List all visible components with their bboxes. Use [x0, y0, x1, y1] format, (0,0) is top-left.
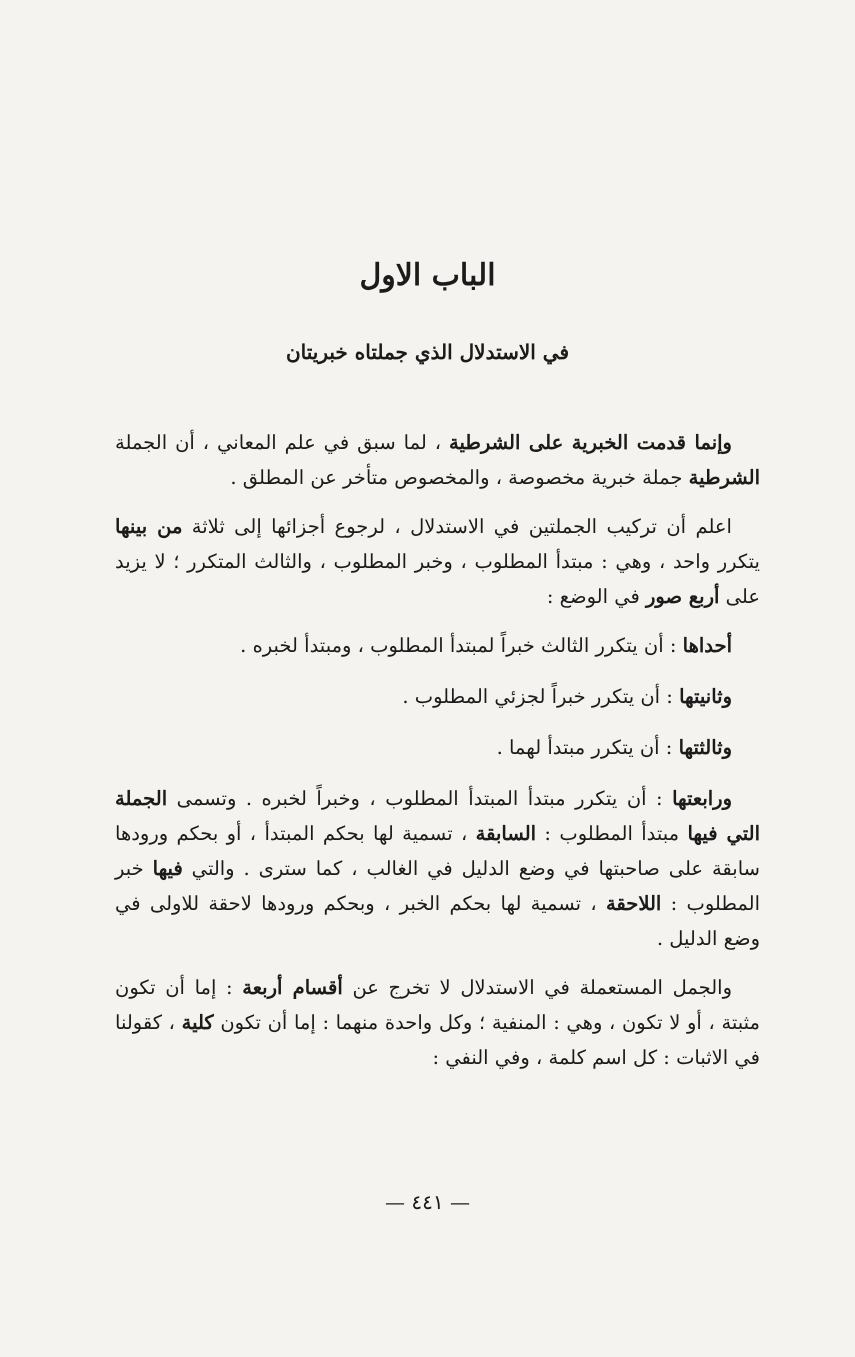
text-run: ، كقولنا في الاثبات : كل اسم كلمة ، وفي النفي : [115, 1011, 760, 1069]
bold-phrase: ورابعتها [672, 787, 732, 810]
bold-phrase: من بينها [115, 515, 183, 538]
item-text: : أن يتكرر الثالث خبراً لمبتدأ المطلوب ، ومبتدأ لخبره . [240, 634, 683, 657]
item-label: وثانيتها [679, 685, 732, 708]
bold-phrase: وإنما قدمت الخبرية على الشرطية [448, 431, 732, 454]
body-text [115, 425, 760, 1089]
item-text: : أن يتكرر مبتدأ لهما . [496, 736, 679, 759]
chapter-subtitle: في الاستدلال الذي جملتاه خبريتان [285, 340, 570, 364]
page-number: — ٤٤١ — [385, 1190, 470, 1214]
text-run: والجمل المستعملة في الاستدلال لا تخرج عن [342, 976, 733, 999]
paragraph-2 [115, 509, 760, 614]
text-run: جملة خبرية مخصوصة ، والمخصوص متأخر عن المطلق . [230, 466, 689, 489]
bold-phrase: كلية [181, 1011, 214, 1034]
text-run: يتكرر واحد ، وهي : مبتدأ المطلوب ، وخبر المطلوب ، والثالث المتكرر ؛ لا يزيد على [115, 550, 760, 608]
bold-phrase: السابقة [475, 822, 537, 845]
bold-phrase: أربع صور [645, 585, 720, 608]
bold-phrase: أقسام أربعة [242, 976, 343, 999]
text-run: خبر المطلوب : [115, 857, 760, 915]
paragraph-4 [115, 781, 760, 956]
paragraph-5 [115, 970, 760, 1075]
item-text: : أن يتكرر خبراً لجزئي المطلوب . [402, 685, 680, 708]
item-label: أحداها [682, 634, 732, 657]
bold-phrase: الجملة التي فيها [115, 787, 761, 845]
bold-phrase: الشرطية [688, 466, 760, 489]
text-run: في الوضع : [546, 585, 646, 608]
text-run: : أن يتكرر مبتدأ المبتدأ المطلوب ، وخبراً لخبره . وتسمى [167, 787, 673, 810]
paragraph-1 [115, 425, 760, 495]
bold-phrase: فيها [152, 857, 183, 880]
text-run: ، تسمية لها بحكم الخبر ، وبحكم ورودها لاحقة للاولى في وضع الدليل . [115, 892, 760, 950]
list-item-2 [115, 679, 760, 714]
list-item-1 [115, 628, 760, 663]
bold-phrase: اللاحقة [605, 892, 662, 915]
chapter-title: الباب الاول [359, 258, 496, 293]
list-item-3 [115, 730, 760, 765]
item-label: وثالثتها [678, 736, 732, 759]
text-run: ، لما سبق في علم المعاني ، أن الجملة [115, 431, 449, 454]
text-run: مبتدأ المطلوب : [536, 822, 688, 845]
text-run: اعلم أن تركيب الجملتين في الاستدلال ، لرجوع أجزائها إلى ثلاثة [182, 515, 732, 538]
text-run: ، تسمية لها بحكم المبتدأ ، أو بحكم ورودها سابقة على صاحبتها في وضع الدليل في الغالب ، كما سترى . والتي [115, 822, 760, 880]
text-run: : إما أن تكون مثبتة ، أو لا تكون ، وهي : المنفية ؛ وكل واحدة منهما : إما أن تكون [115, 976, 761, 1034]
